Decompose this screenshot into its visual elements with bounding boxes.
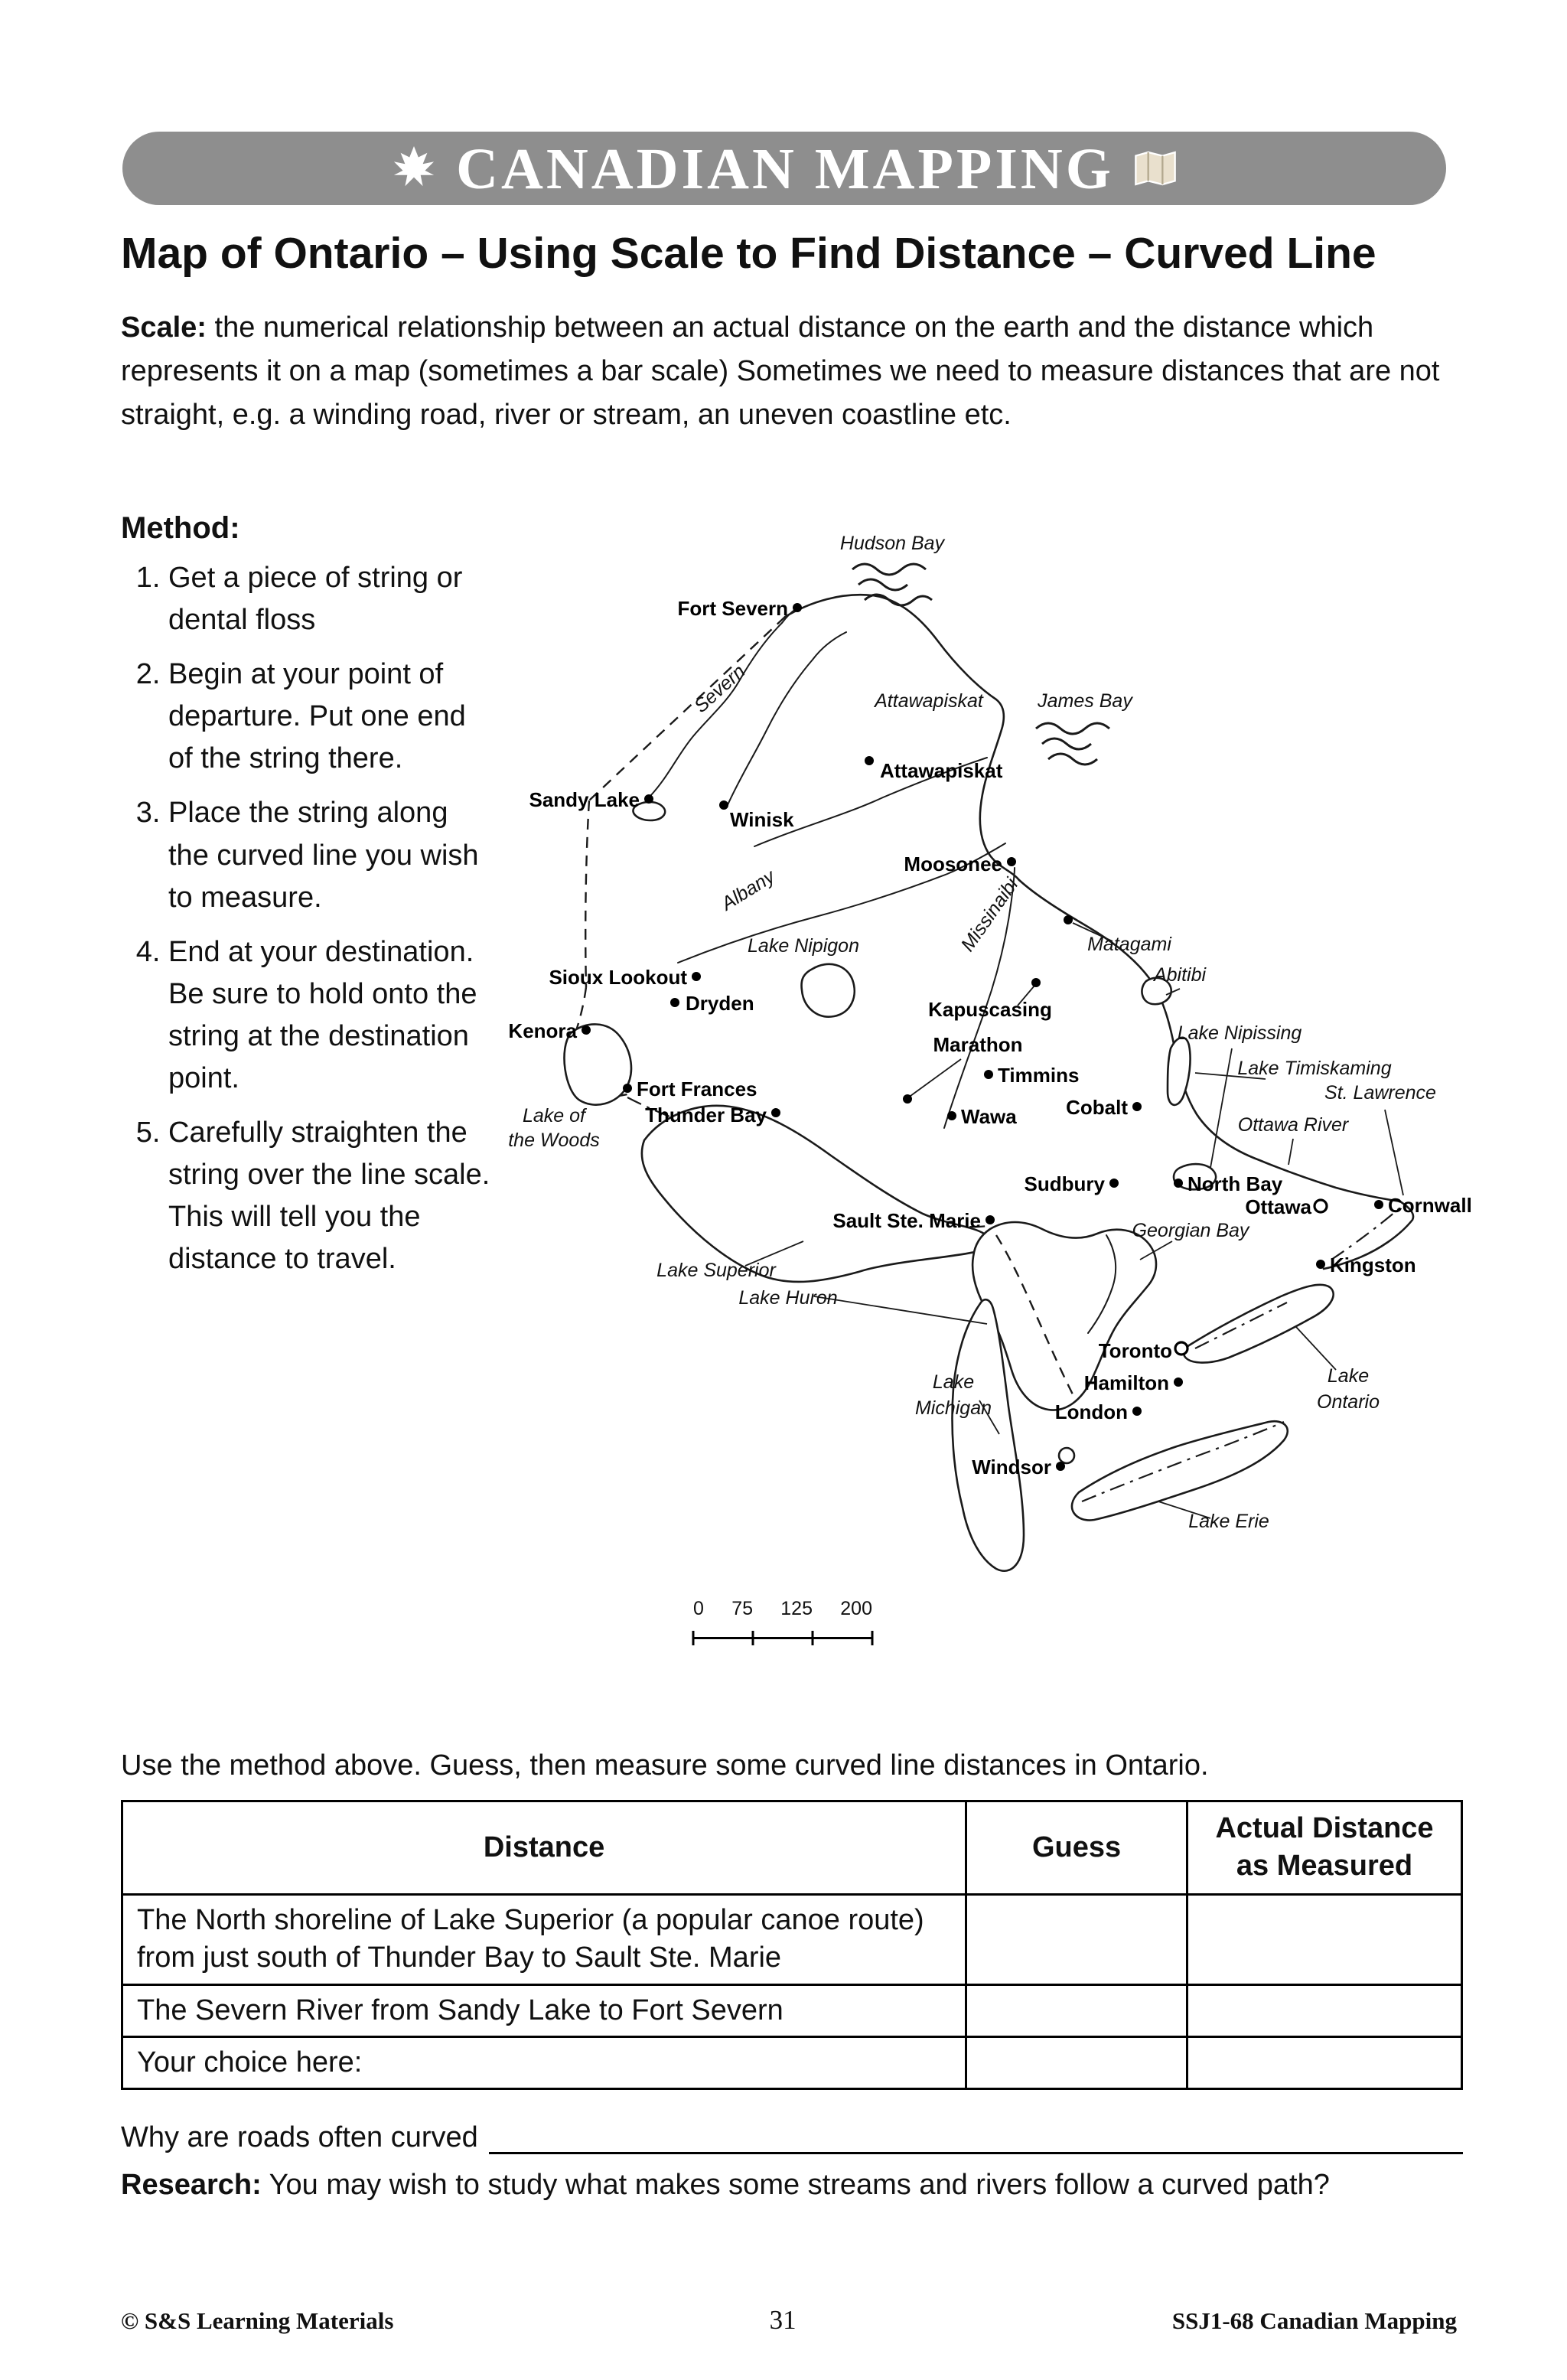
- city-dot: [1007, 857, 1016, 866]
- city-label: Sault Ste. Marie: [832, 1209, 981, 1232]
- header-guess: Guess: [966, 1801, 1187, 1895]
- cell-guess: [966, 1984, 1187, 2036]
- water-label: Michigan: [914, 1397, 992, 1419]
- city-label: Toronto: [1098, 1339, 1172, 1362]
- maple-leaf-icon: [392, 146, 436, 191]
- water-label: Lake: [932, 1371, 975, 1393]
- scale-tick-label: 0: [693, 1598, 704, 1619]
- water-label: Lake: [1327, 1365, 1370, 1387]
- city-label: Ottawa: [1245, 1195, 1311, 1218]
- map-icon: [1134, 150, 1177, 187]
- hudson-bay-waves-icon: [852, 564, 932, 605]
- method-heading: Method:: [121, 511, 240, 545]
- method-step: 4. End at your destination. Be sure to hold onto the string at the destination point.: [168, 931, 494, 1100]
- water-label: Lake Nipissing: [1177, 1022, 1302, 1044]
- water-label: Hudson Bay: [839, 533, 945, 554]
- research-label: Research:: [121, 2169, 262, 2201]
- water-label: St. Lawrence: [1324, 1082, 1436, 1104]
- city-dot: [1316, 1260, 1325, 1269]
- method-list: [121, 557, 494, 1293]
- page-title: Map of Ontario – Using Scale to Find Distance – Curved Line: [121, 229, 1376, 278]
- water-label: Lake Huron: [738, 1287, 838, 1309]
- city-label: Dryden: [686, 992, 754, 1015]
- hudson-james-coast: [785, 595, 1019, 880]
- city-label: Sioux Lookout: [549, 966, 687, 989]
- footer: [121, 2305, 1457, 2336]
- water-label: Lake Erie: [1188, 1511, 1269, 1532]
- water-label: Lake Timiskaming: [1237, 1058, 1392, 1079]
- water-label: Ottawa River: [1237, 1114, 1349, 1136]
- city-dot: [1174, 1179, 1183, 1188]
- city-dot: [719, 800, 728, 810]
- lake-nipigon: [802, 964, 855, 1017]
- scale-label: Scale:: [121, 311, 207, 344]
- banner: [122, 132, 1446, 205]
- cell-actual: [1187, 2036, 1462, 2088]
- table-row: [122, 1894, 1462, 1984]
- water-label: Lake of: [522, 1105, 586, 1126]
- ontario-map: [494, 528, 1511, 1599]
- method-step: 1. Get a piece of string or dental floss: [168, 557, 494, 641]
- scale-bar-rule: [693, 1637, 872, 1639]
- scale-tick-mark: [871, 1631, 874, 1645]
- header-distance: Distance: [122, 1801, 966, 1895]
- city-label: Moosonee: [904, 853, 1002, 875]
- answer-blank-line: [489, 2121, 1463, 2154]
- water-label: Missinaibi: [956, 874, 1023, 956]
- city-dot: [1056, 1462, 1065, 1471]
- scale-tick-label: 200: [840, 1598, 872, 1619]
- city-label: Kenora: [508, 1019, 577, 1042]
- capital-marker: [1175, 1342, 1187, 1355]
- water-label: Attawapiskat: [875, 690, 983, 712]
- scale-tick-mark: [811, 1631, 813, 1645]
- city-label: Winisk: [730, 808, 794, 831]
- city-label: Kapuscasing: [928, 998, 1052, 1021]
- water-label: Severn: [689, 660, 750, 717]
- water-label: Albany: [717, 866, 779, 915]
- water-label: Georgian Bay: [1132, 1220, 1249, 1241]
- scale-tick-label: 125: [780, 1598, 813, 1619]
- winisk-river: [727, 632, 846, 807]
- label-leader-line: [911, 1059, 961, 1096]
- cell-guess: [966, 1894, 1187, 1984]
- city-dot: [692, 972, 701, 981]
- water-label: Lake Superior: [656, 1260, 776, 1281]
- city-dot: [793, 603, 802, 612]
- cell-distance: Your choice here:: [122, 2036, 966, 2088]
- scale-tick-mark: [751, 1631, 754, 1645]
- city-dot: [644, 794, 653, 804]
- city-label: North Bay: [1187, 1172, 1283, 1195]
- label-leader-line: [1288, 1139, 1293, 1165]
- city-label: Timmins: [998, 1064, 1080, 1087]
- scale-tick-mark: [692, 1631, 695, 1645]
- city-dot: [1132, 1102, 1142, 1111]
- table-row: [122, 2036, 1462, 2088]
- city-dot: [985, 1215, 995, 1224]
- city-label: Sandy Lake: [529, 788, 640, 811]
- water-label: James Bay: [1038, 690, 1132, 712]
- city-dot: [1132, 1407, 1142, 1416]
- city-label: Cobalt: [1066, 1096, 1128, 1119]
- city-label: London: [1054, 1400, 1128, 1423]
- city-label: Wawa: [961, 1105, 1017, 1128]
- lake-superior: [642, 1106, 989, 1282]
- water-label: Lake Nipigon: [748, 935, 859, 957]
- city-label: Sudbury: [1024, 1172, 1105, 1195]
- water-label: Abitibi: [1153, 964, 1207, 986]
- cell-distance: The Severn River from Sandy Lake to Fort Severn: [122, 1984, 966, 2036]
- water-label: Matagami: [1087, 934, 1171, 955]
- city-label: Thunder Bay: [645, 1104, 767, 1126]
- map-scale-bar: [693, 1598, 872, 1646]
- city-dot: [771, 1108, 780, 1117]
- header-actual: Actual Distance as Measured: [1187, 1801, 1462, 1895]
- city-dot: [1174, 1377, 1183, 1387]
- method-step: 5. Carefully straighten the string over the line scale. This will tell you the distance to travel.: [168, 1112, 494, 1280]
- research-text: You may wish to study what makes some streams and rivers follow a curved path?: [269, 2169, 1330, 2201]
- lake-erie: [1072, 1421, 1288, 1520]
- city-label: Attawapiskat: [880, 759, 1003, 782]
- cell-actual: [1187, 1894, 1462, 1984]
- city-dot: [1109, 1179, 1119, 1188]
- scale-tick-label: 75: [731, 1598, 753, 1619]
- city-label: Hamilton: [1083, 1371, 1169, 1394]
- city-label: Marathon: [933, 1033, 1023, 1056]
- city-label: Kingston: [1330, 1254, 1416, 1276]
- cell-distance: The North shoreline of Lake Superior (a popular canoe route) from just south of Thunder Bay to Sault Ste. Marie: [122, 1894, 966, 1984]
- city-dot: [670, 998, 679, 1007]
- label-leader-line: [1296, 1327, 1336, 1370]
- scale-bar-labels: [693, 1598, 872, 1620]
- city-dot: [903, 1094, 912, 1104]
- lake-st-clair: [1059, 1448, 1074, 1463]
- research-note: [121, 2169, 1483, 2202]
- footer-product-code: SSJ1-68 Canadian Mapping: [1171, 2307, 1457, 2334]
- cell-guess: [966, 2036, 1187, 2088]
- distance-table: [121, 1800, 1463, 2090]
- label-leader-line: [1385, 1110, 1403, 1195]
- label-leader-line: [1210, 1048, 1232, 1168]
- city-dot: [582, 1025, 591, 1035]
- cell-actual: [1187, 1984, 1462, 2036]
- water-label: Ontario: [1317, 1391, 1380, 1413]
- table-row: [122, 1984, 1462, 2036]
- capital-marker: [1315, 1200, 1327, 1212]
- city-label: Cornwall: [1388, 1194, 1472, 1217]
- label-leader-line: [814, 1296, 987, 1324]
- distance-table-body: [122, 1894, 1462, 2089]
- method-steps: [121, 557, 494, 1281]
- city-label: Fort Severn: [677, 597, 788, 620]
- banner-title: CANADIAN MAPPING: [456, 137, 1114, 201]
- city-dot: [984, 1070, 993, 1079]
- city-dot: [1374, 1200, 1383, 1209]
- table-header-row: [122, 1801, 1462, 1895]
- city-label: Fort Frances: [637, 1078, 757, 1100]
- why-question: [121, 2121, 1463, 2154]
- lake-ontario: [1184, 1285, 1333, 1363]
- severn-river: [650, 609, 796, 796]
- city-dot: [947, 1111, 956, 1120]
- exercise-intro: Use the method above. Guess, then measure some curved line distances in Ontario.: [121, 1749, 1209, 1782]
- scale-bar-line: [693, 1629, 872, 1646]
- city-dot: [1031, 978, 1041, 987]
- place-dot: [1064, 915, 1073, 924]
- city-dot: [865, 756, 874, 765]
- method-step: 3. Place the string along the curved line you wish to measure.: [168, 792, 494, 918]
- city-dot: [623, 1084, 632, 1093]
- footer-publisher: © S&S Learning Materials: [121, 2307, 394, 2334]
- method-step: 2. Begin at your point of departure. Put one end of the string there.: [168, 654, 494, 780]
- footer-page-number: 31: [769, 2305, 797, 2335]
- why-question-text: Why are roads often curved: [121, 2121, 478, 2153]
- water-label: the Woods: [508, 1130, 600, 1151]
- scale-definition: [121, 306, 1483, 437]
- james-bay-waves-icon: [1036, 723, 1109, 765]
- scale-text: the numerical relationship between an actual distance on the earth and the distance which represents it on a map (sometimes a bar scale) Sometimes we need to measure distances that are not straight, e.g. a winding road, river or stream, an uneven coastline etc.: [121, 311, 1440, 431]
- city-label: Windsor: [972, 1456, 1051, 1479]
